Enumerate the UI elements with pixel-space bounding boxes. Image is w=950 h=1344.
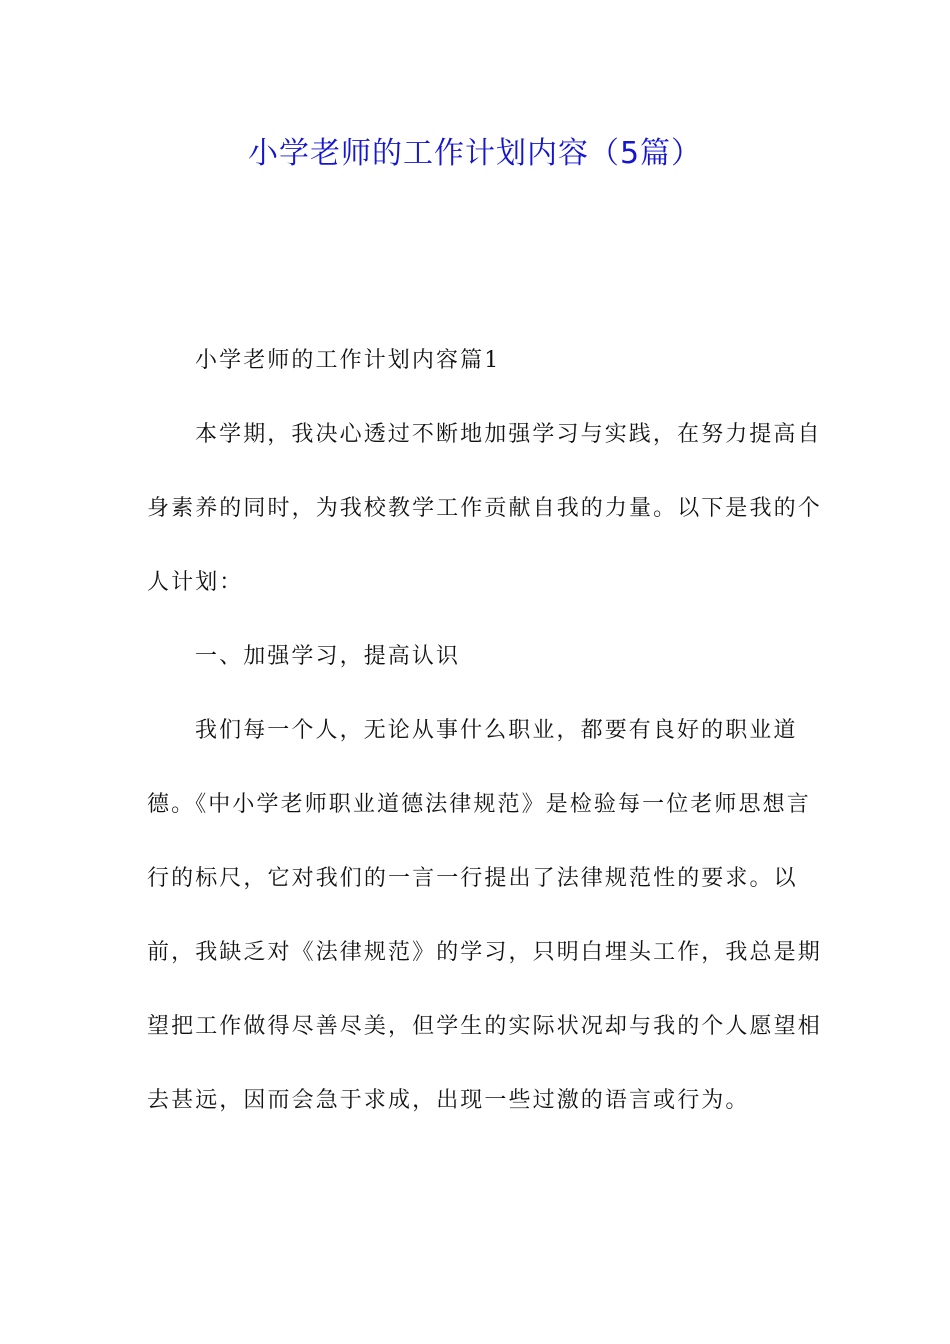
section-heading: 小学老师的工作计划内容篇1 (195, 348, 501, 373)
document-body (147, 324, 827, 1138)
document-title: 小学老师的工作计划内容（5篇） (247, 136, 703, 171)
paragraph-subheading: 一、加强学习，提高认识 (195, 644, 461, 669)
paragraph-intro: 本学期，我决心透过不断地加强学习与实践，在努力提高自身素养的同时，为我校教学工作贡献自我的力量。以下是我的个人计划： (147, 422, 822, 595)
paragraph-ethics: 我们每一个人，无论从事什么职业，都要有良好的职业道德。《中小学老师职业道德法律规范》是检验每一位老师思想言行的标尺，它对我们的一言一行提出了法律规范性的要求。以前，我缺乏对《法律规范》的学习，只明白埋头工作，我总是期望把工作做得尽善尽美，但学生的实际状况却与我的个人愿望相去甚远，因而会急于求成，出现一些过激的语言或行为。 (147, 718, 822, 1113)
